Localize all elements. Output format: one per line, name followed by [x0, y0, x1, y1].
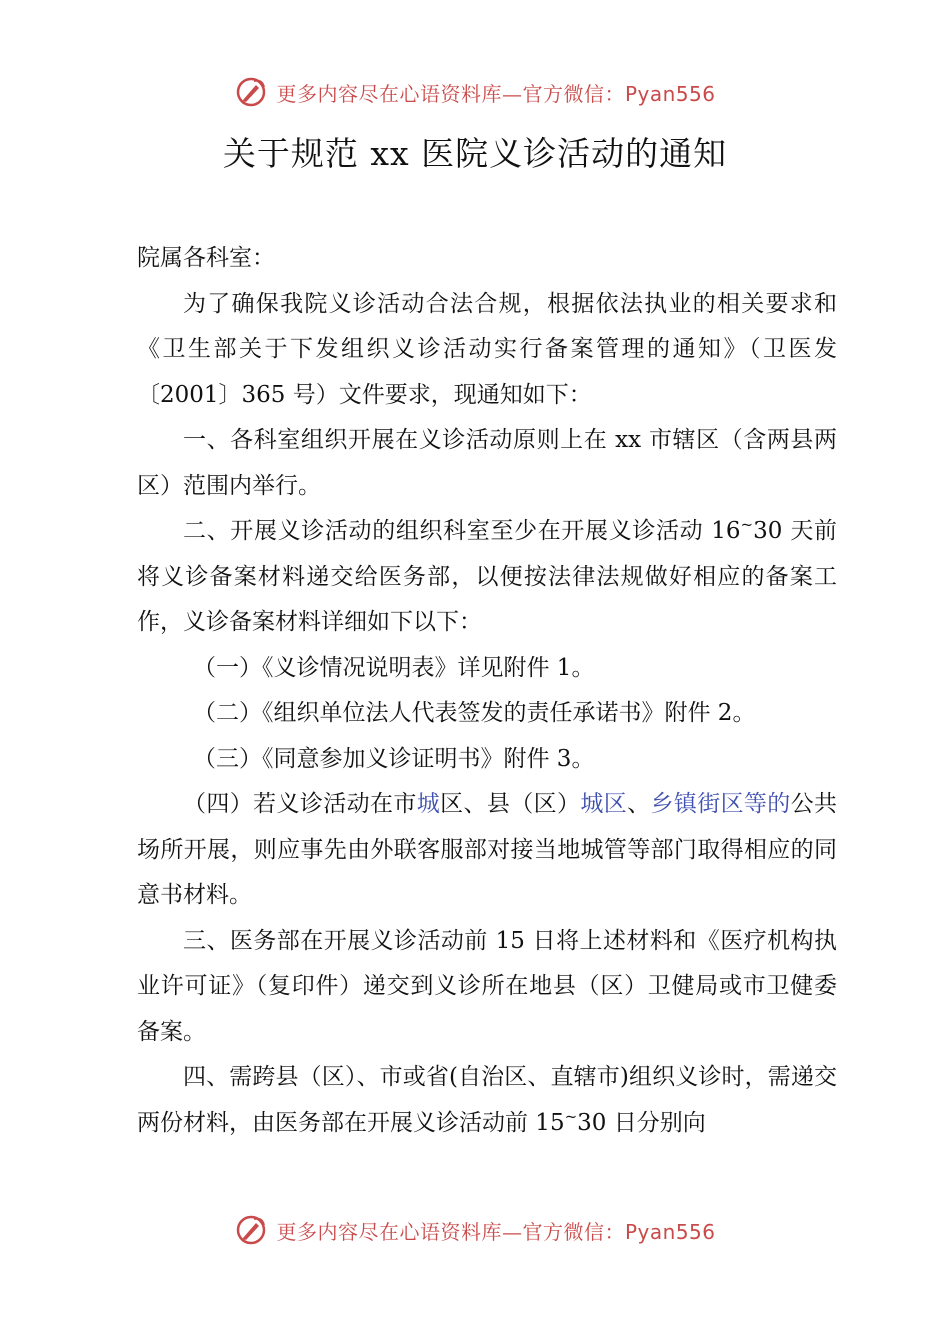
document-title: 关于规范 xx 医院义诊活动的通知	[222, 134, 728, 173]
paragraph-2: 二、开展义诊活动的组织科室至少在开展义诊活动 16~30 天前将义诊备案材料递交给医务部，以便按法律法规做好相应的备案工作，义诊备案材料详细如下以下：	[137, 515, 838, 635]
pen-logo-icon	[234, 1213, 268, 1247]
link-city[interactable]: 城	[416, 791, 441, 817]
salutation: 院属各科室：	[137, 245, 275, 271]
pen-logo-icon	[234, 75, 268, 109]
intro-paragraph: 为了确保我院义诊活动合法合规，根据依法执业的相关要求和《卫生部关于下发组织义诊活动实行备案管理的通知》（卫医发〔2001〕365 号）文件要求，现通知如下：	[137, 290, 837, 408]
paragraph-3: 三、医务部在开展义诊活动前 15 日将上述材料和《医疗机构执业许可证》（复印件）递交到义诊所在地县（区）卫健局或市卫健委备案。	[137, 927, 837, 1045]
watermark-text: 更多内容尽在心语资料库—官方微信：Pyan556	[276, 1219, 716, 1244]
watermark-wechat-id: Pyan556	[624, 81, 716, 106]
list-item-3: （三）《同意参加义诊证明书》附件 3。	[193, 745, 595, 772]
watermark-header	[0, 72, 950, 112]
document-body	[137, 236, 837, 1146]
list-item-4: （四）若义诊活动在市城区、县（区）城区、乡镇街区等的公共场所开展，则应事先由外联客服部对接当地城管等部门取得相应的同意书材料。	[137, 791, 838, 908]
link-urban-area[interactable]: 城区	[580, 791, 628, 817]
list-item-1: （一）《义诊情况说明表》详见附件 1。	[193, 654, 595, 681]
watermark-text: 更多内容尽在心语资料库—官方微信：Pyan556	[276, 81, 716, 106]
watermark-footer	[0, 1210, 950, 1250]
list-item-2: （二）《组织单位法人代表签发的责任承诺书》附件 2。	[193, 700, 756, 726]
watermark-wechat-id: Pyan556	[624, 1219, 716, 1244]
paragraph-1: 一、各科室组织开展在义诊活动原则上在 xx 市辖区（含两县两区）范围内举行。	[137, 427, 837, 499]
paragraph-4: 四、需跨县（区）、市或省(自治区、直辖市)组织义诊时，需递交两份材料，由医务部在开展义诊活动前 15~30 日分别向	[137, 1064, 837, 1136]
link-township[interactable]: 乡镇街区等的	[650, 791, 791, 817]
